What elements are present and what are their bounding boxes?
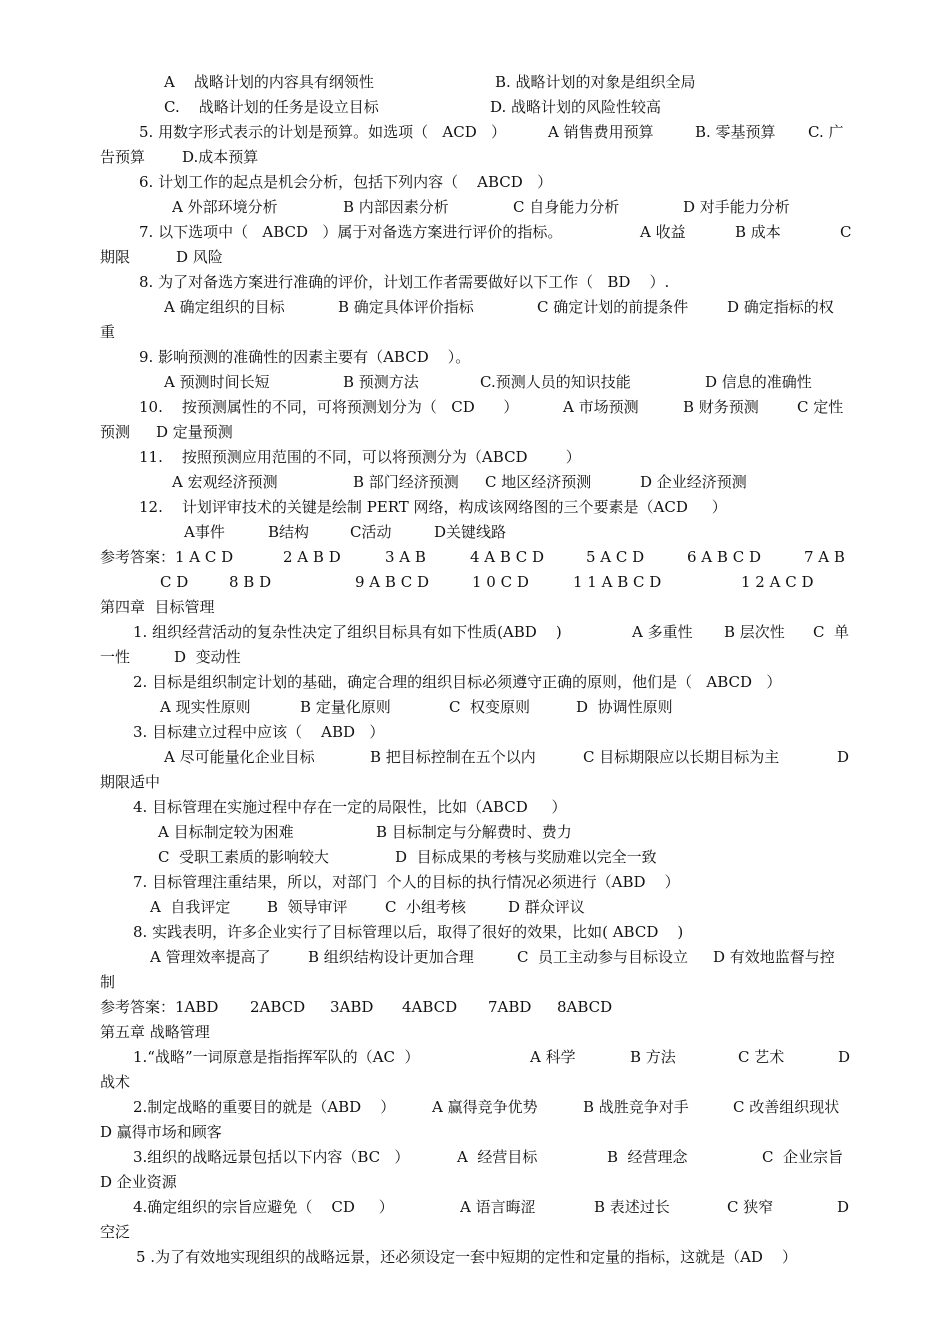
text-segment: A 宏观经济预测: [172, 473, 278, 491]
text-segment: B 经营理念: [607, 1148, 688, 1166]
text-segment: 3 A B: [385, 548, 426, 566]
text-segment: B 目标制定与分解费时、费力: [376, 823, 572, 841]
text-segment: 1 2 A C D: [741, 573, 814, 591]
text-line: [0, 620, 950, 645]
text-line: [0, 845, 950, 870]
text-segment: 12. 计划评审技术的关键是绘制 PERT 网络，构成该网络图的三个要素是（ACD ）: [139, 498, 727, 516]
text-segment: C 单: [813, 623, 850, 641]
text-line: [0, 795, 950, 820]
text-segment: C D: [160, 573, 189, 591]
text-segment: C 自身能力分析: [513, 198, 620, 216]
text-line: [0, 445, 950, 470]
text-segment: 8. 实践表明，许多企业实行了目标管理以后，取得了很好的效果，比如( ABCD ): [133, 923, 684, 941]
text-segment: C. 广: [808, 123, 844, 141]
text-line: [0, 695, 950, 720]
text-segment: 2. 目标是组织制定计划的基础，确定合理的组织目标必须遵守正确的原则，他们是（ ABCD ）: [133, 673, 782, 691]
text-segment: A 确定组织的目标: [164, 298, 285, 316]
text-line: [0, 570, 950, 595]
text-segment: A 销售费用预算: [548, 123, 654, 141]
text-segment: D 风险: [176, 248, 223, 266]
text-segment: B. 零基预算: [695, 123, 776, 141]
text-segment: D 企业经济预测: [640, 473, 747, 491]
text-segment: 4 A B C D: [470, 548, 544, 566]
text-segment: 5 A C D: [586, 548, 645, 566]
text-segment: C: [840, 223, 852, 241]
text-line: [0, 95, 950, 120]
text-segment: C 地区经济预测: [485, 473, 592, 491]
text-segment: A 外部环境分析: [172, 198, 278, 216]
text-segment: 7. 以下选项中（ ABCD ）属于对备选方案进行评价的指标。: [139, 223, 563, 241]
text-line: [0, 1045, 950, 1070]
text-segment: C 确定计划的前提条件: [537, 298, 689, 316]
text-segment: B 把目标控制在五个以内: [370, 748, 536, 766]
text-line: [0, 245, 950, 270]
text-segment: 11. 按照预测应用范围的不同，可以将预测分为（ABCD ）: [139, 448, 581, 466]
text-line: [0, 1170, 950, 1195]
text-segment: D 定量预测: [156, 423, 233, 441]
text-line: [0, 420, 950, 445]
text-segment: D 群众评议: [508, 898, 585, 916]
text-segment: A 现实性原则: [160, 698, 251, 716]
text-segment: 9. 影响预测的准确性的因素主要有（ABCD ）。: [139, 348, 471, 366]
text-segment: D. 战略计划的风险性较高: [490, 98, 662, 116]
text-segment: C活动: [350, 523, 392, 541]
text-segment: C 小组考核: [385, 898, 467, 916]
text-segment: 第四章 目标管理: [100, 598, 215, 616]
text-segment: 重: [100, 323, 116, 341]
text-segment: C.预测人员的知识技能: [480, 373, 631, 391]
text-segment: D: [837, 748, 850, 766]
text-segment: 5 .为了有效地实现组织的战略远景，还必须设定一套中短期的定性和定量的指标，这就是（AD ）: [136, 1248, 798, 1266]
text-segment: A 市场预测: [563, 398, 639, 416]
text-segment: 4.确定组织的宗旨应避免（ CD ）: [133, 1198, 394, 1216]
text-line: [0, 1145, 950, 1170]
text-line: [0, 820, 950, 845]
text-segment: A 收益: [640, 223, 686, 241]
text-segment: D 有效地监督与控: [713, 948, 835, 966]
text-segment: D 目标成果的考核与奖励难以完全一致: [395, 848, 657, 866]
text-line: [0, 195, 950, 220]
text-segment: B 战胜竞争对手: [583, 1098, 689, 1116]
text-segment: B. 战略计划的对象是组织全局: [495, 73, 696, 91]
text-segment: B 财务预测: [683, 398, 759, 416]
text-segment: B 层次性: [724, 623, 785, 641]
text-segment: 4ABCD: [402, 998, 458, 1016]
text-segment: A事件: [184, 523, 225, 541]
text-segment: A 科学: [530, 1048, 576, 1066]
text-segment: 6. 计划工作的起点是机会分析，包括下列内容（ ABCD ）: [139, 173, 553, 191]
text-segment: 2 A B D: [283, 548, 341, 566]
text-line: [0, 1195, 950, 1220]
text-segment: B 成本: [735, 223, 781, 241]
text-segment: 7 A B: [804, 548, 845, 566]
text-segment: 3. 目标建立过程中应该（ ABD ）: [133, 723, 385, 741]
text-line: [0, 670, 950, 695]
text-segment: A 尽可能量化企业目标: [164, 748, 315, 766]
text-line: [0, 345, 950, 370]
text-segment: 一性: [100, 648, 131, 666]
text-segment: B 表述过长: [594, 1198, 670, 1216]
text-line: [0, 1070, 950, 1095]
text-line: [0, 870, 950, 895]
text-segment: 期限: [100, 248, 131, 266]
text-segment: D 企业资源: [100, 1173, 177, 1191]
text-segment: C 改善组织现状: [733, 1098, 840, 1116]
text-segment: B 组织结构设计更加合理: [308, 948, 474, 966]
text-segment: 预测: [100, 423, 131, 441]
text-segment: 期限适中: [100, 773, 161, 791]
text-segment: B 部门经济预测: [353, 473, 459, 491]
text-line: [0, 1095, 950, 1120]
text-segment: D 协调性原则: [576, 698, 673, 716]
text-segment: 制: [100, 973, 116, 991]
text-segment: B 确定具体评价指标: [338, 298, 474, 316]
text-segment: 5. 用数字形式表示的计划是预算。如选项（ ACD ）: [139, 123, 507, 141]
text-segment: D 信息的准确性: [705, 373, 812, 391]
text-line: [0, 545, 950, 570]
text-segment: A 目标制定较为困难: [158, 823, 294, 841]
text-line: [0, 945, 950, 970]
text-segment: A 自我评定: [150, 898, 231, 916]
text-segment: 2.制定战略的重要目的就是（ABD ）: [133, 1098, 396, 1116]
text-segment: A 战略计划的内容具有纲领性: [164, 73, 374, 91]
text-segment: 7. 目标管理注重结果，所以，对部门 个人的目标的执行情况必须进行（ABD ）: [133, 873, 680, 891]
text-segment: 6 A B C D: [687, 548, 761, 566]
text-segment: A 经营目标: [457, 1148, 538, 1166]
text-line: [0, 170, 950, 195]
text-segment: C 定性: [797, 398, 844, 416]
text-line: [0, 770, 950, 795]
text-line: [0, 295, 950, 320]
text-segment: 10. 按预测属性的不同，可将预测划分为（ CD ）: [139, 398, 519, 416]
text-line: [0, 1120, 950, 1145]
text-segment: A 预测时间长短: [164, 373, 270, 391]
text-line: [0, 1220, 950, 1245]
text-line: [0, 120, 950, 145]
text-segment: B 预测方法: [343, 373, 419, 391]
text-segment: B 领导审评: [267, 898, 348, 916]
text-segment: 第五章 战略管理: [100, 1023, 210, 1041]
text-segment: 8 B D: [229, 573, 272, 591]
text-segment: 7ABD: [488, 998, 532, 1016]
text-segment: 3ABD: [330, 998, 374, 1016]
text-line: [0, 595, 950, 620]
text-segment: 9 A B C D: [355, 573, 429, 591]
text-segment: 8ABCD: [557, 998, 613, 1016]
text-segment: C 企业宗旨: [762, 1148, 844, 1166]
text-segment: C 权变原则: [449, 698, 531, 716]
text-segment: B结构: [268, 523, 310, 541]
text-segment: 4. 目标管理在实施过程中存在一定的局限性，比如（ABCD ）: [133, 798, 567, 816]
text-segment: 参考答案：1ABD: [100, 998, 219, 1016]
text-segment: D 赢得市场和顾客: [100, 1123, 222, 1141]
text-segment: 1. 组织经营活动的复杂性决定了组织目标具有如下性质(ABD ): [133, 623, 562, 641]
text-segment: D.成本预算: [182, 148, 259, 166]
text-segment: 1 1 A B C D: [573, 573, 662, 591]
text-segment: 1 0 C D: [472, 573, 529, 591]
text-line: [0, 920, 950, 945]
text-segment: 参考答案：1 A C D: [100, 548, 234, 566]
text-line: [0, 970, 950, 995]
text-segment: C 狭窄: [727, 1198, 774, 1216]
text-segment: 战术: [100, 1073, 131, 1091]
text-segment: C 目标期限应以长期目标为主: [583, 748, 780, 766]
text-line: [0, 270, 950, 295]
text-segment: A 语言晦涩: [460, 1198, 536, 1216]
text-segment: 空泛: [100, 1223, 131, 1241]
text-segment: D 变动性: [174, 648, 241, 666]
text-segment: B 方法: [630, 1048, 676, 1066]
text-segment: D关键线路: [434, 523, 507, 541]
text-line: [0, 320, 950, 345]
text-line: [0, 470, 950, 495]
text-segment: D 对手能力分析: [683, 198, 790, 216]
text-line: [0, 645, 950, 670]
text-segment: D: [838, 1048, 851, 1066]
text-segment: C 员工主动参与目标设立: [517, 948, 689, 966]
text-segment: D 确定指标的权: [727, 298, 834, 316]
text-segment: 3.组织的战略远景包括以下内容（BC ）: [133, 1148, 410, 1166]
text-line: [0, 720, 950, 745]
text-line: [0, 495, 950, 520]
text-line: [0, 995, 950, 1020]
text-line: [0, 1020, 950, 1045]
text-line: [0, 520, 950, 545]
text-line: [0, 895, 950, 920]
text-line: [0, 395, 950, 420]
text-line: [0, 70, 950, 95]
text-segment: A 多重性: [632, 623, 693, 641]
text-segment: C. 战略计划的任务是设立目标: [164, 98, 379, 116]
text-segment: A 赢得竞争优势: [432, 1098, 538, 1116]
text-segment: C 受职工素质的影响较大: [158, 848, 330, 866]
text-segment: A 管理效率提高了: [150, 948, 271, 966]
text-segment: B 定量化原则: [300, 698, 391, 716]
text-line: [0, 220, 950, 245]
text-segment: 2ABCD: [250, 998, 306, 1016]
text-segment: 8. 为了对备选方案进行准确的评价，计划工作者需要做好以下工作（ BD ）.: [139, 273, 670, 291]
text-line: [0, 370, 950, 395]
text-segment: 告预算: [100, 148, 146, 166]
text-segment: D: [837, 1198, 850, 1216]
text-line: [0, 745, 950, 770]
text-segment: 1.“战略”一词原意是指指挥军队的（AC ）: [133, 1048, 420, 1066]
text-line: [0, 1245, 950, 1270]
text-segment: C 艺术: [738, 1048, 785, 1066]
text-line: [0, 145, 950, 170]
text-segment: B 内部因素分析: [343, 198, 449, 216]
